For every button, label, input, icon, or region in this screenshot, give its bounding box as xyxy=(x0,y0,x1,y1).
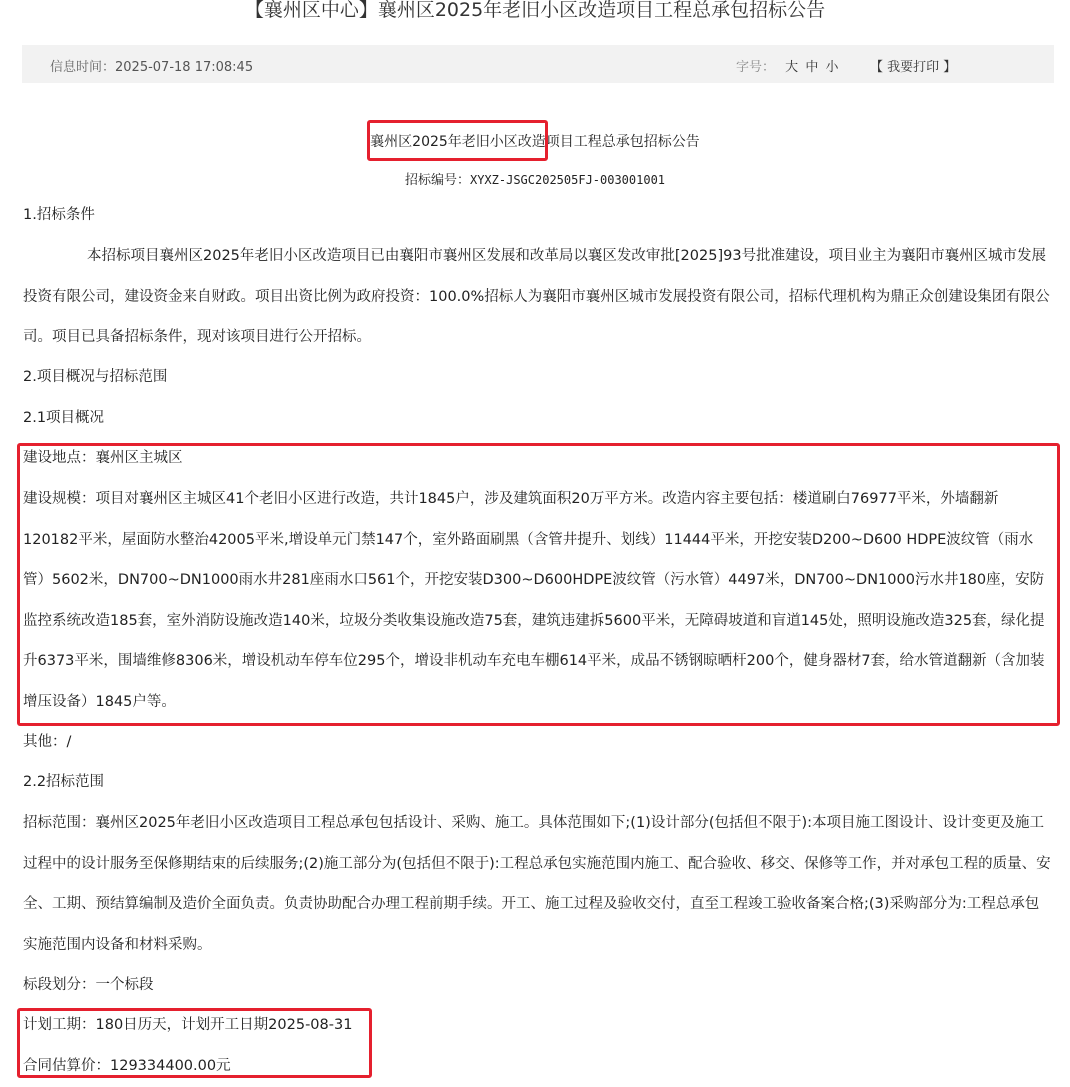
print-button[interactable]: 【 我要打印 】 xyxy=(870,60,957,75)
font-size-medium-button[interactable]: 中 xyxy=(805,60,819,75)
lot-division: 标段划分：一个标段 xyxy=(23,977,154,993)
info-time xyxy=(50,56,253,75)
section-2-2-heading: 2.2招标范围 xyxy=(23,774,105,790)
font-size-large-button[interactable]: 大 xyxy=(785,60,799,75)
document-code-label: 招标编号： xyxy=(404,173,470,188)
section-1-heading: 1.招标条件 xyxy=(23,207,95,223)
construction-scale: 建设规模：项目对襄州区主城区41个老旧小区进行改造，共计1845户，涉及建筑面积20万平方米。改造内容主要包括：楼道刷白76977平米，外墙翻新120182平米，屋面防水整治42005平米,增设单元门禁147个，室外路面刷黑（含管井提升、划线）11444平米，开挖安装D200~D600 HDPE波纹管（雨水管）5602米，DN700~DN1000雨水井281座雨水口561个，开挖安装D300~D600HDPE波纹管（污水管）4497米，DN700~DN1000污水井180座，安防监控系统改造185套，室外消防设施改造140米，垃圾分类收集设施改造75套，建筑违建拆5600平米，无障碍坡道和盲道145处，照明设施改造325套，绿化提升6373平米，围墙维修8306米，增设机动车停车位295个，增设非机动车充电车棚614平米，成品不锈钢晾晒杆200个，健身器材7套，给水管道翻新（含加装增压设备）1845户等。 xyxy=(23,491,1045,710)
info-time-value: 2025-07-18 17:08:45 xyxy=(115,60,254,75)
tender-scope: 招标范围：襄州区2025年老旧小区改造项目工程总承包包括设计、采购、施工。具体范围如下;(1)设计部分(包括但不限于):本项目施工图设计、设计变更及施工过程中的设计服务至保修期结束的后续服务;(2)施工部分为(包括但不限于):工程总承包实施范围内施工、配合验收、移交、保修等工作，并对承包工程的质量、安全、工期、预结算编制及造价全面负责。负责协助配合办理工程前期手续。开工、施工过程及验收交付，直至工程竣工验收备案合格;(3)采购部分为:工程总承包实施范围内设备和材料采购。 xyxy=(23,815,1051,953)
page-title: 【襄州区中心】襄州区2025年老旧小区改造项目工程总承包招标公告 xyxy=(244,0,826,21)
section-2-heading: 2.项目概况与招标范围 xyxy=(23,369,168,385)
section-1-body: 本招标项目襄州区2025年老旧小区改造项目已由襄阳市襄州区发展和改革局以襄区发改审批[2025]93号批准建设，项目业主为襄阳市襄州区城市发展投资有限公司，建设资金来自财政。项目出资比例为政府投资：100.0%招标人为襄阳市襄州区城市发展投资有限公司，招标代理机构为鼎正众创建设集团有限公司。项目已具备招标条件，现对该项目进行公开招标。 xyxy=(23,248,1050,345)
other-info: 其他：/ xyxy=(23,734,72,750)
font-size-label: 字号： xyxy=(736,60,776,75)
font-size-control xyxy=(736,56,838,75)
document-title: 襄州区2025年老旧小区改造项目工程总承包招标公告 xyxy=(370,134,700,150)
estimated-contract-price: 合同估算价：129334400.00元 xyxy=(23,1058,231,1074)
font-size-small-button[interactable]: 小 xyxy=(825,60,839,75)
document-code-value: XYXZ-JSGC202505FJ-003001001 xyxy=(469,173,666,187)
construction-location: 建设地点：襄州区主城区 xyxy=(23,450,183,466)
document-code xyxy=(0,169,1070,188)
info-time-label: 信息时间： xyxy=(50,60,116,75)
section-2-1-heading: 2.1项目概况 xyxy=(23,410,105,426)
info-bar xyxy=(22,45,1054,83)
planned-schedule: 计划工期：180日历天，计划开工日期2025-08-31 xyxy=(23,1017,353,1033)
